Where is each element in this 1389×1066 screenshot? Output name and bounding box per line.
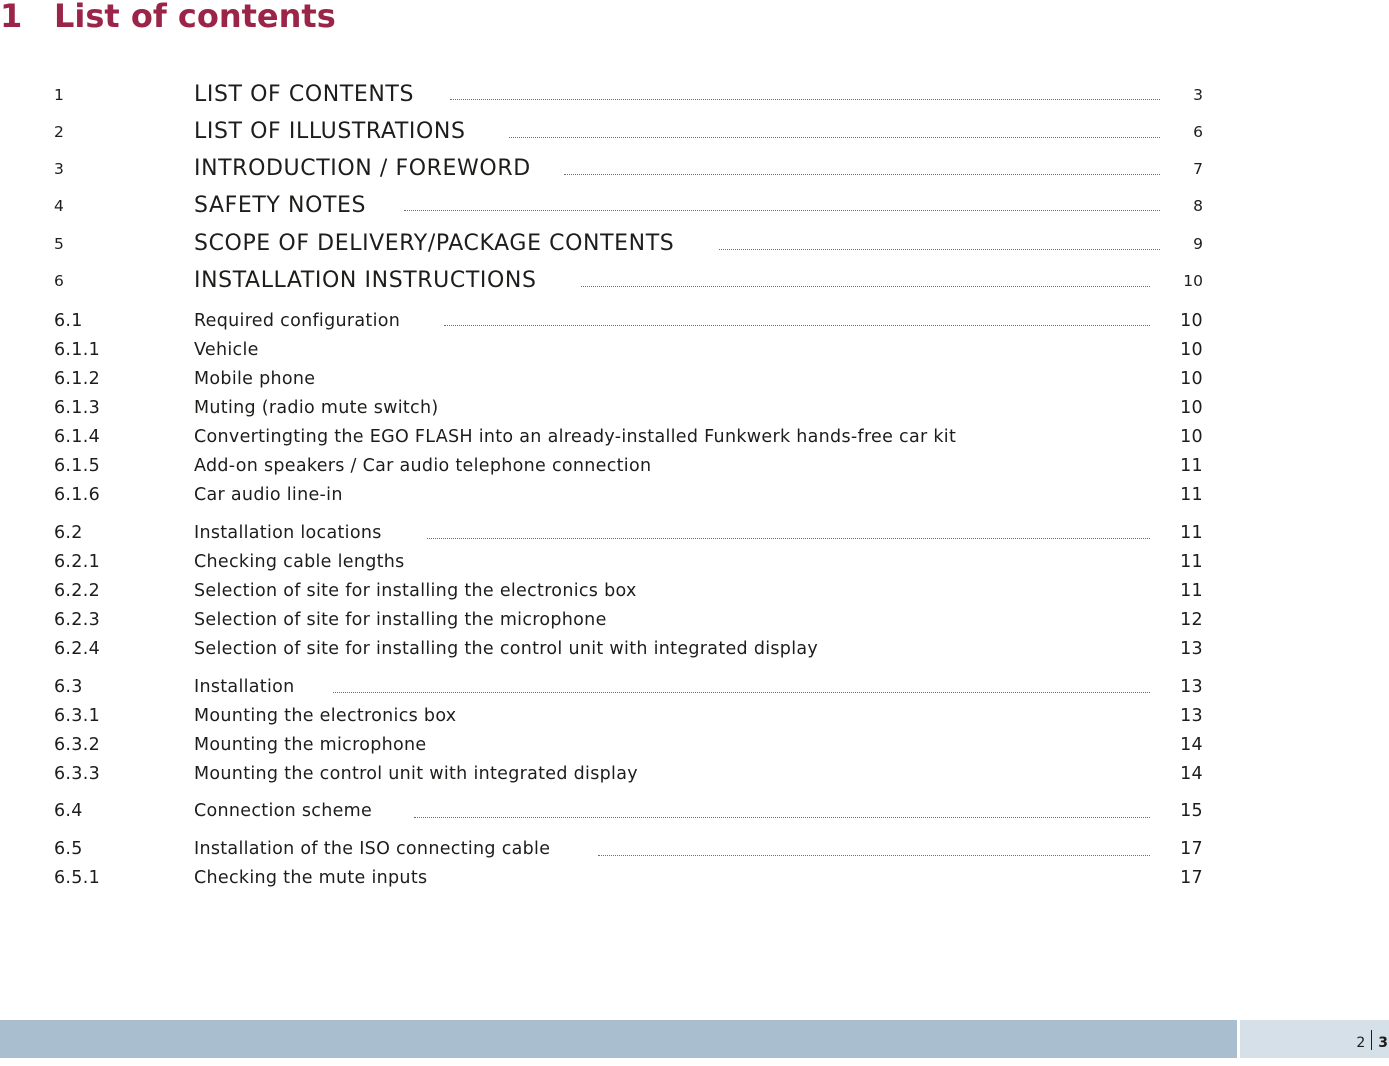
- toc-entry[interactable]: [0, 865, 1389, 891]
- toc-entry-title: Selection of site for installing the control unit with integrated display: [194, 639, 819, 659]
- footer-band: [0, 1020, 1237, 1058]
- toc-entry-title: LIST OF ILLUSTRATIONS: [194, 119, 466, 144]
- toc-entry-page: 10: [1180, 369, 1203, 389]
- toc-entry-number: 6.2.1: [54, 552, 101, 572]
- toc-entry-page: 11: [1180, 552, 1203, 572]
- toc-entry-page: 17: [1180, 839, 1203, 859]
- toc-entry-title: Convertingting the EGO FLASH into an already-installed Funkwerk hands-free car kit: [194, 427, 957, 447]
- toc-entry-number: 6.1.3: [54, 398, 101, 418]
- toc-entry[interactable]: [0, 229, 1389, 259]
- toc-entry[interactable]: [0, 520, 1389, 546]
- toc-entry-page: 11: [1180, 485, 1203, 505]
- toc-entry[interactable]: [0, 798, 1389, 824]
- toc-entry-page: 14: [1180, 764, 1203, 784]
- toc-entry[interactable]: [0, 674, 1389, 700]
- toc-entry-page: 3: [1193, 86, 1203, 104]
- toc-entry-page: 9: [1193, 235, 1203, 253]
- toc-entry-page: 13: [1180, 706, 1203, 726]
- toc-entry-number: 1: [54, 86, 64, 104]
- toc-entry-number: 6.1.6: [54, 485, 101, 505]
- toc-entry-number: 6.3.2: [54, 735, 101, 755]
- toc-entry-number: 5: [54, 235, 64, 253]
- toc-entry-number: 6.2: [54, 523, 83, 543]
- toc-entry-page: 10: [1180, 427, 1203, 447]
- toc-entry[interactable]: [0, 636, 1389, 662]
- toc-entry-page: 11: [1180, 523, 1203, 543]
- toc-entry-page: 10: [1180, 340, 1203, 360]
- toc-entry[interactable]: [0, 836, 1389, 862]
- toc-entry[interactable]: [0, 395, 1389, 421]
- toc-entry-page: 15: [1180, 801, 1203, 821]
- toc-entry[interactable]: [0, 308, 1389, 334]
- toc-entry[interactable]: [0, 424, 1389, 450]
- toc-entry-title: Vehicle: [194, 340, 259, 360]
- page-title: [0, 0, 336, 38]
- toc-entry-number: 6: [54, 272, 64, 290]
- toc-entry-number: 2: [54, 123, 64, 141]
- toc-entry-title: Connection scheme: [194, 801, 373, 821]
- toc-entry[interactable]: [0, 191, 1389, 221]
- dot-leader: [404, 210, 1160, 211]
- toc-entry-number: 6.4: [54, 801, 83, 821]
- page-indicator: [1356, 1020, 1388, 1058]
- toc-entry-title: Car audio line-in: [194, 485, 343, 505]
- toc-entry-title: Mobile phone: [194, 369, 316, 389]
- toc-entry[interactable]: [0, 154, 1389, 184]
- toc-entry-page: 10: [1180, 398, 1203, 418]
- toc-entry[interactable]: [0, 453, 1389, 479]
- toc-entry[interactable]: [0, 607, 1389, 633]
- right-page-number: 3: [1378, 1035, 1388, 1051]
- toc-entry-title: Add-on speakers / Car audio telephone connection: [194, 456, 652, 476]
- toc-entry-number: 6.2.4: [54, 639, 101, 659]
- dot-leader: [427, 538, 1150, 539]
- toc-entry-page: 10: [1180, 311, 1203, 331]
- toc-entry-title: Selection of site for installing the microphone: [194, 610, 607, 630]
- toc-entry[interactable]: [0, 761, 1389, 787]
- toc-entry-number: 6.2.2: [54, 581, 101, 601]
- toc-entry-page: 11: [1180, 456, 1203, 476]
- toc-entry-title: INSTALLATION INSTRUCTIONS: [194, 268, 537, 293]
- toc-entry[interactable]: [0, 366, 1389, 392]
- toc-entry-title: Mounting the electronics box: [194, 706, 457, 726]
- toc-entry-number: 6.1.4: [54, 427, 101, 447]
- dot-leader: [450, 99, 1160, 100]
- dot-leader: [333, 692, 1150, 693]
- page-separator: [1371, 1030, 1372, 1050]
- toc-entry-number: 6.1.2: [54, 369, 101, 389]
- toc-entry-number: 6.3: [54, 677, 83, 697]
- left-page-number: 2: [1356, 1035, 1366, 1051]
- toc-entry-title: Muting (radio mute switch): [194, 398, 439, 418]
- toc-entry-page: 10: [1183, 272, 1203, 290]
- toc-entry-title: Checking cable lengths: [194, 552, 405, 572]
- toc-entry-number: 3: [54, 160, 64, 178]
- toc-entry[interactable]: [0, 578, 1389, 604]
- toc-entry-number: 6.1.5: [54, 456, 101, 476]
- toc-entry-title: Installation locations: [194, 523, 382, 543]
- page-title-number: 1: [0, 0, 23, 35]
- toc-entry-number: 4: [54, 197, 64, 215]
- toc-entry-title: Mounting the microphone: [194, 735, 427, 755]
- toc-entry[interactable]: [0, 732, 1389, 758]
- toc-entry-title: SAFETY NOTES: [194, 193, 367, 218]
- toc-entry-number: 6.5: [54, 839, 83, 859]
- toc-entry-title: INTRODUCTION / FOREWORD: [194, 156, 531, 181]
- toc-entry[interactable]: [0, 482, 1389, 508]
- toc-entry-title: Installation of the ISO connecting cable: [194, 839, 551, 859]
- toc-entry-page: 17: [1180, 868, 1203, 888]
- toc-entry-number: 6.3.3: [54, 764, 101, 784]
- toc-entry[interactable]: [0, 703, 1389, 729]
- dot-leader: [581, 286, 1150, 287]
- page-title-text: List of contents: [54, 0, 336, 35]
- footer-page-box: [1240, 1020, 1389, 1058]
- toc-entry-page: 8: [1193, 197, 1203, 215]
- dot-leader: [598, 855, 1150, 856]
- toc-entry-page: 7: [1193, 160, 1203, 178]
- dot-leader: [414, 817, 1150, 818]
- toc-entry-page: 12: [1180, 610, 1203, 630]
- toc-entry-title: Mounting the control unit with integrated display: [194, 764, 638, 784]
- toc-entry-title: Checking the mute inputs: [194, 868, 428, 888]
- toc-entry-page: 11: [1180, 581, 1203, 601]
- dot-leader: [509, 137, 1160, 138]
- dot-leader: [719, 249, 1160, 250]
- toc-entry-number: 6.3.1: [54, 706, 101, 726]
- toc-entry-number: 6.5.1: [54, 868, 101, 888]
- toc-entry-page: 6: [1193, 123, 1203, 141]
- toc-entry-title: Required configuration: [194, 311, 401, 331]
- toc-entry[interactable]: [0, 549, 1389, 575]
- toc-entry-page: 13: [1180, 639, 1203, 659]
- toc-entry-number: 6.2.3: [54, 610, 101, 630]
- toc-entry-number: 6.1.1: [54, 340, 101, 360]
- toc-entry[interactable]: [0, 80, 1389, 110]
- toc-entry-title: Installation: [194, 677, 295, 697]
- toc-entry-page: 13: [1180, 677, 1203, 697]
- toc-entry-page: 14: [1180, 735, 1203, 755]
- dot-leader: [564, 174, 1160, 175]
- toc-entry-number: 6.1: [54, 311, 83, 331]
- toc-entry-title: SCOPE OF DELIVERY/PACKAGE CONTENTS: [194, 231, 675, 256]
- toc-entry-title: Selection of site for installing the electronics box: [194, 581, 637, 601]
- toc-entry[interactable]: [0, 337, 1389, 363]
- dot-leader: [444, 325, 1150, 326]
- toc-entry[interactable]: [0, 117, 1389, 147]
- toc-entry[interactable]: [0, 266, 1389, 296]
- toc-entry-title: LIST OF CONTENTS: [194, 82, 415, 107]
